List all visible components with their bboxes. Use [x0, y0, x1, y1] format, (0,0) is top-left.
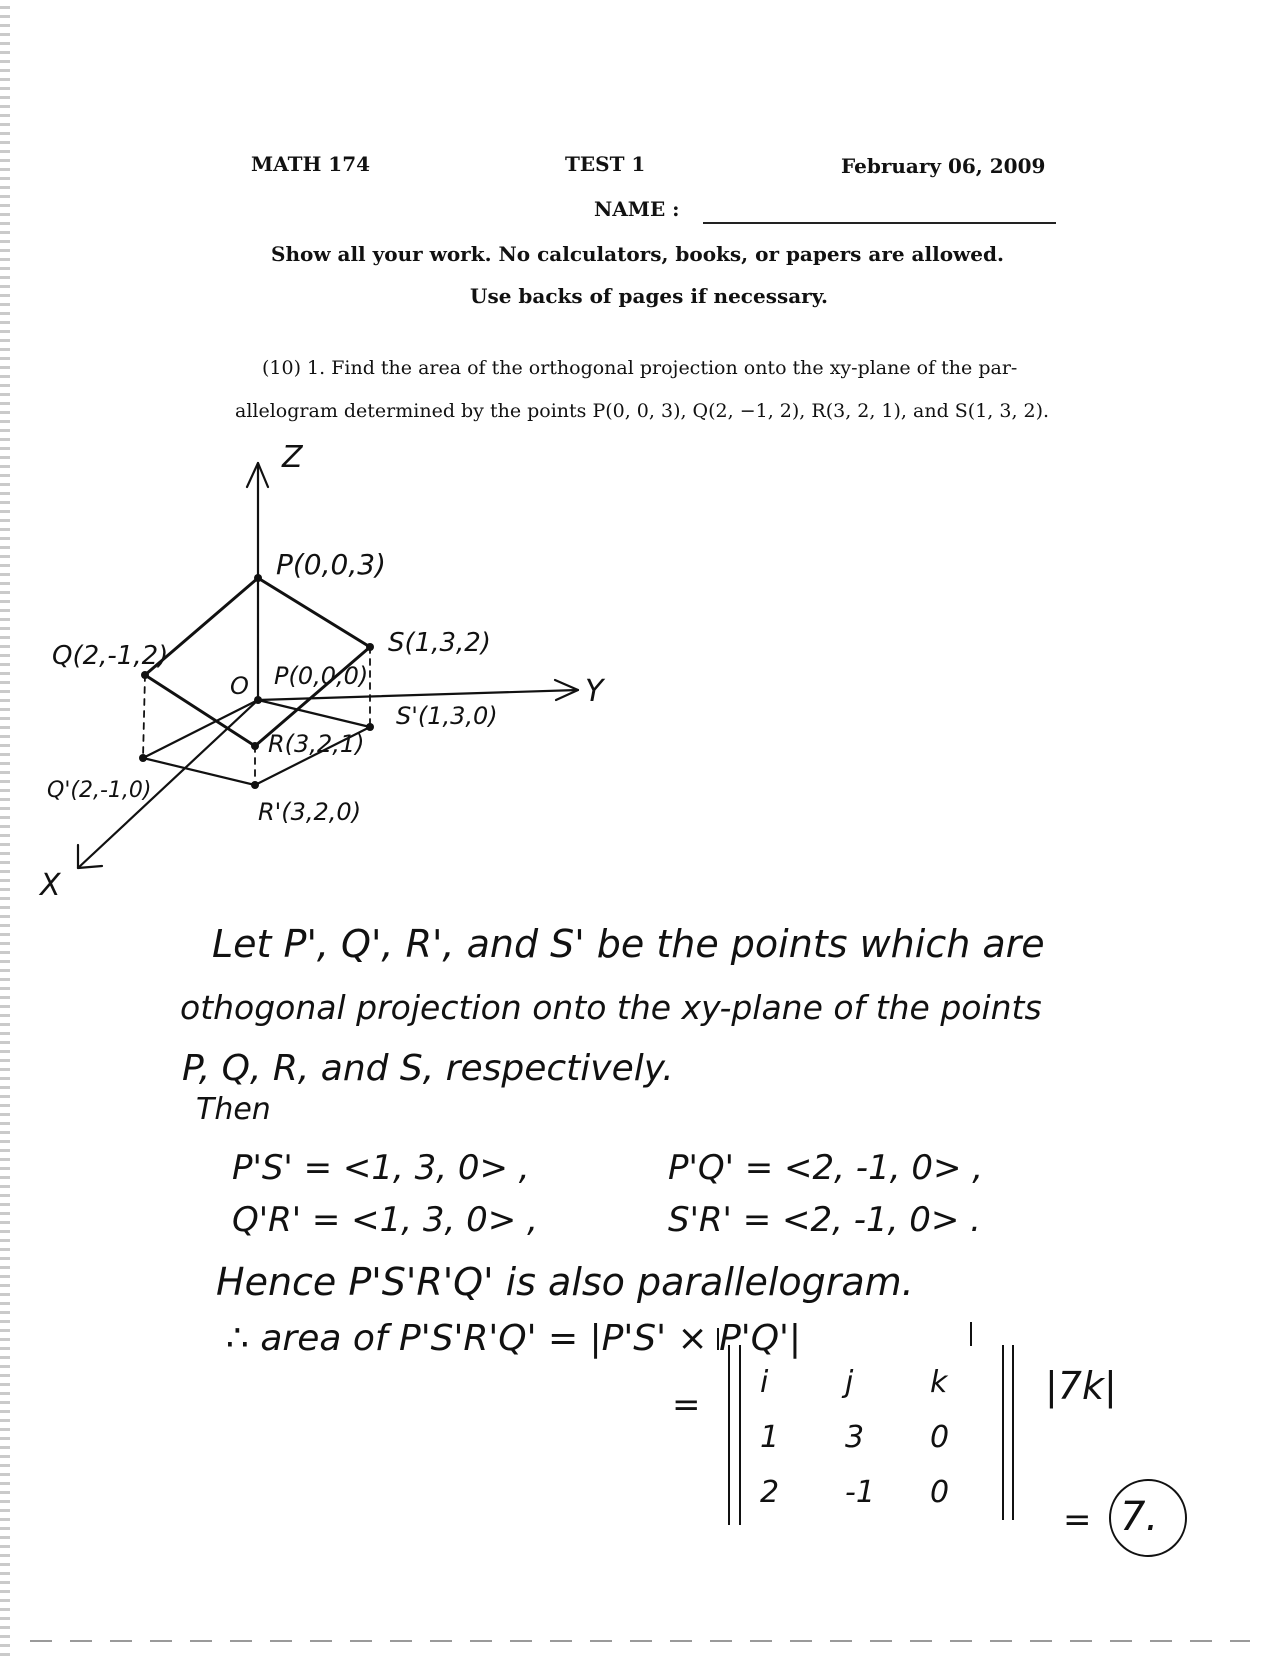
name-label: NAME :: [594, 197, 680, 221]
point-r: [251, 742, 259, 750]
matrix-cell: k: [930, 1365, 948, 1400]
determinant-matrix: [760, 1355, 1000, 1520]
p-label: P(0,0,3): [276, 548, 386, 581]
solution-hence: Hence P'S'R'Q' is also parallelogram.: [216, 1260, 914, 1304]
point-q: [141, 671, 149, 679]
instructions-line-2: Use backs of pages if necessary.: [470, 284, 829, 308]
final-answer: 7.: [1120, 1494, 1159, 1540]
exam-date: February 06, 2009: [841, 154, 1046, 178]
x-axis-label: X: [40, 868, 61, 903]
vector-ps: P'S' = <1, 3, 0> ,: [232, 1148, 530, 1188]
origin-label: O: [230, 672, 249, 700]
matrix-cell: 1: [760, 1420, 780, 1455]
projector-q: [143, 675, 145, 758]
matrix-cell: 3: [845, 1420, 865, 1455]
vector-pq: P'Q' = <2, -1, 0> ,: [668, 1148, 984, 1188]
equals-2: =: [1063, 1500, 1092, 1540]
q-proj-label: Q'(2,-1,0): [47, 778, 152, 803]
p-proj-label: P(0,0,0): [274, 662, 369, 690]
solution-area: ∴ area of P'S'R'Q' = |P'S' × P'Q'|: [226, 1318, 802, 1359]
matrix-cell: -1: [845, 1475, 875, 1510]
point-s-prime: [366, 723, 374, 731]
matrix-cell: 0: [930, 1420, 950, 1455]
scan-bottom-edge: [30, 1640, 1250, 1642]
matrix-cell: 0: [930, 1475, 950, 1510]
solution-line-3: P, Q, R, and S, respectively.: [182, 1048, 674, 1089]
test-title: TEST 1: [565, 152, 646, 176]
solution-line-1: Let P', Q', R', and S' be the points which are: [212, 922, 1045, 966]
r-proj-label: R'(3,2,0): [258, 798, 362, 826]
result-vector: |7k|: [1045, 1364, 1117, 1408]
s-label: S(1,3,2): [388, 628, 491, 658]
point-s: [366, 643, 374, 651]
problem-line-2: allelogram determined by the points P(0, 0, 3), Q(2, −1, 2), R(3, 2, 1), and S(1, 3, 2).: [235, 400, 1050, 422]
s-proj-label: S'(1,3,0): [396, 702, 498, 730]
matrix-cell: j: [845, 1365, 854, 1400]
matrix-cell: 2: [760, 1475, 780, 1510]
equals-1: =: [672, 1385, 701, 1425]
point-p: [254, 574, 262, 582]
solution-line-2: othogonal projection onto the xy-plane of the points: [180, 988, 1042, 1027]
instructions-line-1: Show all your work. No calculators, books, or papers are allowed.: [271, 242, 1004, 266]
solution-then: Then: [196, 1092, 271, 1127]
point-q-prime: [139, 754, 147, 762]
q-label: Q(2,-1,2): [52, 641, 169, 671]
problem-line-1: (10) 1. Find the area of the orthogonal projection onto the xy-plane of the par-: [262, 357, 1018, 379]
vector-sr: S'R' = <2, -1, 0> .: [668, 1200, 981, 1240]
z-axis-label: Z: [282, 440, 303, 475]
matrix-cell: i: [760, 1365, 769, 1400]
course-title: MATH 174: [251, 152, 371, 176]
vector-qr: Q'R' = <1, 3, 0> ,: [232, 1200, 538, 1240]
point-origin: [254, 696, 262, 704]
y-axis-line: [258, 690, 578, 700]
point-r-prime: [251, 781, 259, 789]
r-label: R(3,2,1): [268, 730, 365, 758]
y-axis-label: Y: [585, 674, 604, 709]
